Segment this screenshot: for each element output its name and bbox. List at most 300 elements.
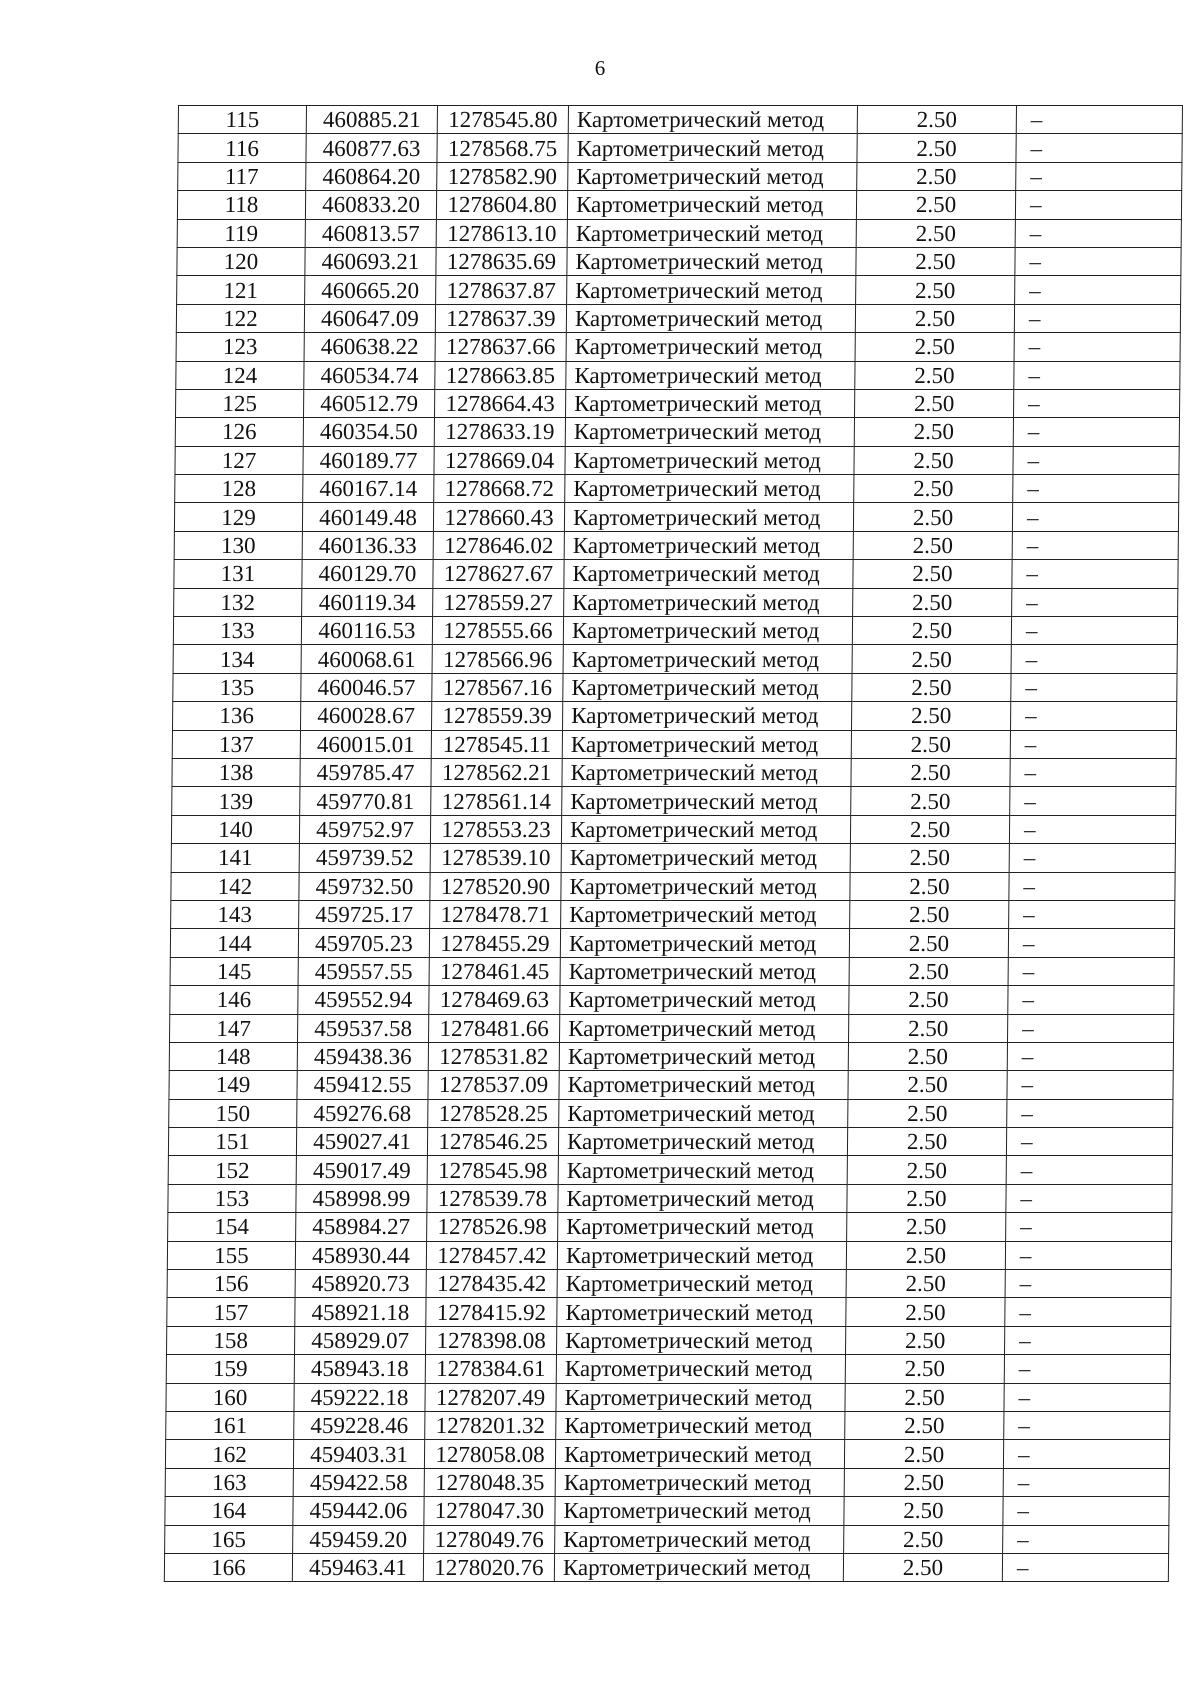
- x-coordinate-cell: 459438.36: [297, 1042, 428, 1070]
- method-cell: Картометрический метод: [561, 900, 850, 928]
- x-coordinate-cell: 460864.20: [306, 162, 437, 190]
- method-cell: Картометрический метод: [559, 1071, 848, 1099]
- accuracy-cell: 2.50: [845, 1355, 1004, 1383]
- description-cell: –: [1009, 900, 1175, 928]
- point-number-cell: 136: [172, 702, 300, 730]
- accuracy-cell: 2.50: [856, 247, 1015, 275]
- x-coordinate-cell: 460028.67: [300, 702, 431, 730]
- y-coordinate-cell: 1278561.14: [431, 787, 562, 815]
- method-cell: Картометрический метод: [560, 986, 849, 1014]
- table-row: [166, 1355, 1170, 1383]
- table-row: [176, 361, 1180, 389]
- description-cell: –: [1003, 1497, 1169, 1525]
- point-number-cell: 146: [170, 986, 298, 1014]
- table-row: [175, 389, 1179, 417]
- point-number-cell: 160: [166, 1383, 294, 1411]
- description-cell: –: [1015, 276, 1181, 304]
- description-cell: –: [1008, 1014, 1174, 1042]
- point-number-cell: 147: [170, 1014, 298, 1042]
- y-coordinate-cell: 1278633.19: [434, 418, 565, 446]
- y-coordinate-cell: 1278415.92: [426, 1298, 557, 1326]
- method-cell: Картометрический метод: [568, 162, 857, 190]
- table-row: [173, 673, 1177, 701]
- table-row: [167, 1241, 1171, 1269]
- description-cell: –: [1006, 1213, 1172, 1241]
- method-cell: Картометрический метод: [557, 1326, 846, 1354]
- accuracy-cell: 2.50: [846, 1298, 1005, 1326]
- method-cell: Картометрический метод: [557, 1298, 846, 1326]
- accuracy-cell: 2.50: [846, 1326, 1005, 1354]
- x-coordinate-cell: 460833.20: [305, 191, 436, 219]
- method-cell: Картометрический метод: [560, 929, 849, 957]
- table-row: [174, 560, 1178, 588]
- method-cell: Картометрический метод: [566, 304, 855, 332]
- y-coordinate-cell: 1278604.80: [436, 191, 567, 219]
- x-coordinate-cell: 459770.81: [300, 787, 431, 815]
- x-coordinate-cell: 458984.27: [296, 1213, 427, 1241]
- point-number-cell: 120: [177, 247, 305, 275]
- point-number-cell: 140: [171, 815, 299, 843]
- table-row: [165, 1525, 1169, 1553]
- y-coordinate-cell: 1278627.67: [433, 560, 564, 588]
- x-coordinate-cell: 459017.49: [296, 1156, 427, 1184]
- point-number-cell: 124: [176, 361, 304, 389]
- description-cell: –: [1011, 617, 1177, 645]
- point-number-cell: 121: [177, 276, 305, 304]
- method-cell: Картометрический метод: [557, 1241, 846, 1269]
- table-row: [171, 872, 1175, 900]
- point-number-cell: 119: [177, 219, 305, 247]
- accuracy-cell: 2.50: [855, 361, 1014, 389]
- accuracy-cell: 2.50: [849, 957, 1008, 985]
- description-cell: –: [1003, 1440, 1169, 1468]
- y-coordinate-cell: 1278058.08: [424, 1440, 555, 1468]
- description-cell: –: [1015, 219, 1181, 247]
- point-number-cell: 118: [177, 191, 305, 219]
- point-number-cell: 159: [166, 1355, 294, 1383]
- x-coordinate-cell: 460813.57: [305, 219, 436, 247]
- accuracy-cell: 2.50: [856, 276, 1015, 304]
- accuracy-cell: 2.50: [847, 1156, 1006, 1184]
- description-cell: –: [1007, 1071, 1173, 1099]
- accuracy-cell: 2.50: [845, 1411, 1004, 1439]
- accuracy-cell: 2.50: [844, 1440, 1003, 1468]
- description-cell: –: [1003, 1525, 1169, 1553]
- accuracy-cell: 2.50: [851, 702, 1010, 730]
- method-cell: Картометрический метод: [564, 531, 853, 559]
- accuracy-cell: 2.50: [851, 758, 1010, 786]
- method-cell: Картометрический метод: [557, 1270, 846, 1298]
- method-cell: Картометрический метод: [558, 1184, 847, 1212]
- x-coordinate-cell: 460149.48: [302, 503, 433, 531]
- y-coordinate-cell: 1278478.71: [430, 900, 561, 928]
- accuracy-cell: 2.50: [848, 1042, 1007, 1070]
- description-cell: –: [1013, 475, 1179, 503]
- y-coordinate-cell: 1278546.25: [427, 1128, 558, 1156]
- y-coordinate-cell: 1278545.80: [437, 106, 568, 134]
- table-row: [166, 1411, 1170, 1439]
- x-coordinate-cell: 459412.55: [297, 1071, 428, 1099]
- method-cell: Картометрический метод: [562, 758, 851, 786]
- method-cell: Картометрический метод: [563, 645, 852, 673]
- accuracy-cell: 2.50: [849, 1014, 1008, 1042]
- accuracy-cell: 2.50: [846, 1241, 1005, 1269]
- point-number-cell: 166: [164, 1553, 292, 1581]
- table-row: [172, 702, 1176, 730]
- method-cell: Картометрический метод: [566, 361, 855, 389]
- x-coordinate-cell: 460116.53: [301, 617, 432, 645]
- description-cell: –: [1011, 645, 1177, 673]
- x-coordinate-cell: 459027.41: [296, 1128, 427, 1156]
- table-row: [171, 844, 1175, 872]
- description-cell: –: [1008, 929, 1174, 957]
- accuracy-cell: 2.50: [854, 418, 1013, 446]
- accuracy-cell: 2.50: [853, 560, 1012, 588]
- x-coordinate-cell: 459537.58: [298, 1014, 429, 1042]
- description-cell: –: [1005, 1270, 1171, 1298]
- point-number-cell: 145: [170, 957, 298, 985]
- point-number-cell: 143: [171, 900, 299, 928]
- point-number-cell: 154: [168, 1213, 296, 1241]
- point-number-cell: 130: [174, 531, 302, 559]
- x-coordinate-cell: 458920.73: [295, 1270, 426, 1298]
- table-row: [177, 191, 1181, 219]
- description-cell: –: [1010, 787, 1176, 815]
- table-row: [170, 929, 1174, 957]
- y-coordinate-cell: 1278398.08: [426, 1326, 557, 1354]
- point-number-cell: 132: [174, 588, 302, 616]
- point-number-cell: 165: [165, 1525, 293, 1553]
- accuracy-cell: 2.50: [857, 106, 1016, 134]
- y-coordinate-cell: 1278435.42: [426, 1270, 557, 1298]
- description-cell: –: [1007, 1042, 1173, 1070]
- coordinates-table: [164, 105, 1183, 1582]
- x-coordinate-cell: 460015.01: [300, 730, 431, 758]
- table-row: [170, 1014, 1174, 1042]
- table-row: [170, 957, 1174, 985]
- y-coordinate-cell: 1278553.23: [430, 815, 561, 843]
- point-number-cell: 117: [178, 162, 306, 190]
- table-row: [167, 1270, 1171, 1298]
- method-cell: Картометрический метод: [561, 815, 850, 843]
- y-coordinate-cell: 1278668.72: [434, 475, 565, 503]
- table-row: [168, 1213, 1172, 1241]
- table-row: [178, 106, 1182, 134]
- accuracy-cell: 2.50: [856, 191, 1015, 219]
- y-coordinate-cell: 1278545.98: [427, 1156, 558, 1184]
- description-cell: –: [1005, 1241, 1171, 1269]
- x-coordinate-cell: 459442.06: [293, 1497, 424, 1525]
- point-number-cell: 131: [174, 560, 302, 588]
- point-number-cell: 137: [172, 730, 300, 758]
- x-coordinate-cell: 458929.07: [295, 1326, 426, 1354]
- y-coordinate-cell: 1278582.90: [437, 162, 568, 190]
- method-cell: Картометрический метод: [567, 276, 856, 304]
- y-coordinate-cell: 1278207.49: [425, 1383, 556, 1411]
- accuracy-cell: 2.50: [849, 929, 1008, 957]
- description-cell: –: [1005, 1298, 1171, 1326]
- method-cell: Картометрический метод: [564, 503, 853, 531]
- x-coordinate-cell: 459463.41: [292, 1553, 423, 1581]
- point-number-cell: 133: [173, 617, 301, 645]
- table-row: [164, 1553, 1168, 1581]
- x-coordinate-cell: 460046.57: [301, 673, 432, 701]
- method-cell: Картометрический метод: [564, 560, 853, 588]
- accuracy-cell: 2.50: [847, 1128, 1006, 1156]
- y-coordinate-cell: 1278637.66: [435, 333, 566, 361]
- accuracy-cell: 2.50: [857, 162, 1016, 190]
- y-coordinate-cell: 1278049.76: [424, 1525, 555, 1553]
- method-cell: Картометрический метод: [560, 957, 849, 985]
- description-cell: –: [1008, 986, 1174, 1014]
- x-coordinate-cell: 460354.50: [303, 418, 434, 446]
- point-number-cell: 149: [169, 1071, 297, 1099]
- y-coordinate-cell: 1278531.82: [428, 1042, 559, 1070]
- x-coordinate-cell: 460665.20: [305, 276, 436, 304]
- x-coordinate-cell: 460068.61: [301, 645, 432, 673]
- accuracy-cell: 2.50: [855, 333, 1014, 361]
- x-coordinate-cell: 459739.52: [299, 844, 430, 872]
- method-cell: Картометрический метод: [562, 730, 851, 758]
- point-number-cell: 116: [178, 134, 306, 162]
- description-cell: –: [1010, 758, 1176, 786]
- accuracy-cell: 2.50: [850, 900, 1009, 928]
- y-coordinate-cell: 1278660.43: [433, 503, 564, 531]
- method-cell: Картометрический метод: [555, 1468, 844, 1496]
- x-coordinate-cell: 459552.94: [298, 986, 429, 1014]
- method-cell: Картометрический метод: [556, 1355, 845, 1383]
- accuracy-cell: 2.50: [847, 1184, 1006, 1212]
- method-cell: Картометрический метод: [568, 106, 857, 134]
- accuracy-cell: 2.50: [844, 1525, 1003, 1553]
- table-row: [171, 815, 1175, 843]
- y-coordinate-cell: 1278613.10: [436, 219, 567, 247]
- method-cell: Картометрический метод: [561, 844, 850, 872]
- description-cell: –: [1012, 560, 1178, 588]
- accuracy-cell: 2.50: [843, 1553, 1002, 1581]
- table-row: [175, 446, 1179, 474]
- y-coordinate-cell: 1278455.29: [429, 929, 560, 957]
- y-coordinate-cell: 1278457.42: [426, 1241, 557, 1269]
- accuracy-cell: 2.50: [856, 219, 1015, 247]
- description-cell: –: [1010, 730, 1176, 758]
- y-coordinate-cell: 1278646.02: [433, 531, 564, 559]
- y-coordinate-cell: 1278545.11: [431, 730, 562, 758]
- accuracy-cell: 2.50: [852, 673, 1011, 701]
- method-cell: Картометрический метод: [563, 673, 852, 701]
- accuracy-cell: 2.50: [852, 617, 1011, 645]
- point-number-cell: 150: [169, 1099, 297, 1127]
- table-row: [172, 730, 1176, 758]
- point-number-cell: 157: [167, 1298, 295, 1326]
- table-row: [171, 900, 1175, 928]
- x-coordinate-cell: 460167.14: [303, 475, 434, 503]
- x-coordinate-cell: 459276.68: [297, 1099, 428, 1127]
- x-coordinate-cell: 460534.74: [304, 361, 435, 389]
- method-cell: Картометрический метод: [560, 1014, 849, 1042]
- method-cell: Картометрический метод: [555, 1497, 844, 1525]
- description-cell: –: [1012, 531, 1178, 559]
- table-row: [177, 276, 1181, 304]
- y-coordinate-cell: 1278664.43: [434, 389, 565, 417]
- y-coordinate-cell: 1278559.27: [433, 588, 564, 616]
- x-coordinate-cell: 458930.44: [295, 1241, 426, 1269]
- description-cell: –: [1014, 361, 1180, 389]
- y-coordinate-cell: 1278201.32: [425, 1411, 556, 1439]
- x-coordinate-cell: 459752.97: [299, 815, 430, 843]
- y-coordinate-cell: 1278048.35: [424, 1468, 555, 1496]
- table-row: [174, 531, 1178, 559]
- method-cell: Картометрический метод: [562, 787, 851, 815]
- description-cell: –: [1005, 1326, 1171, 1354]
- accuracy-cell: 2.50: [853, 503, 1012, 531]
- accuracy-cell: 2.50: [848, 1099, 1007, 1127]
- accuracy-cell: 2.50: [851, 787, 1010, 815]
- x-coordinate-cell: 460136.33: [302, 531, 433, 559]
- method-cell: Картометрический метод: [562, 702, 851, 730]
- method-cell: Картометрический метод: [558, 1213, 847, 1241]
- table-row: [174, 503, 1178, 531]
- y-coordinate-cell: 1278537.09: [428, 1071, 559, 1099]
- y-coordinate-cell: 1278555.66: [432, 617, 563, 645]
- accuracy-cell: 2.50: [848, 1071, 1007, 1099]
- x-coordinate-cell: 460512.79: [303, 389, 434, 417]
- x-coordinate-cell: 459705.23: [298, 929, 429, 957]
- point-number-cell: 156: [167, 1270, 295, 1298]
- x-coordinate-cell: 459557.55: [298, 957, 429, 985]
- description-cell: –: [1012, 588, 1178, 616]
- method-cell: Картометрический метод: [567, 219, 856, 247]
- description-cell: –: [1013, 446, 1179, 474]
- method-cell: Картометрический метод: [565, 475, 854, 503]
- point-number-cell: 152: [168, 1156, 296, 1184]
- accuracy-cell: 2.50: [853, 588, 1012, 616]
- description-cell: –: [1010, 702, 1176, 730]
- y-coordinate-cell: 1278539.78: [427, 1184, 558, 1212]
- y-coordinate-cell: 1278481.66: [429, 1014, 560, 1042]
- description-cell: –: [1008, 957, 1174, 985]
- method-cell: Картометрический метод: [559, 1099, 848, 1127]
- table-row: [178, 134, 1182, 162]
- accuracy-cell: 2.50: [850, 815, 1009, 843]
- point-number-cell: 164: [165, 1497, 293, 1525]
- description-cell: –: [1016, 134, 1182, 162]
- point-number-cell: 127: [175, 446, 303, 474]
- accuracy-cell: 2.50: [853, 531, 1012, 559]
- table-row: [168, 1128, 1172, 1156]
- table-row: [166, 1383, 1170, 1411]
- x-coordinate-cell: 458943.18: [294, 1355, 425, 1383]
- method-cell: Картометрический метод: [558, 1128, 847, 1156]
- method-cell: Картометрический метод: [561, 872, 850, 900]
- method-cell: Картометрический метод: [567, 191, 856, 219]
- table-row: [174, 588, 1178, 616]
- table-row: [175, 418, 1179, 446]
- x-coordinate-cell: 459228.46: [294, 1411, 425, 1439]
- description-cell: –: [1014, 333, 1180, 361]
- accuracy-cell: 2.50: [857, 134, 1016, 162]
- table-row: [165, 1440, 1169, 1468]
- table-row: [173, 645, 1177, 673]
- y-coordinate-cell: 1278528.25: [428, 1099, 559, 1127]
- y-coordinate-cell: 1278562.21: [431, 758, 562, 786]
- accuracy-cell: 2.50: [854, 475, 1013, 503]
- y-coordinate-cell: 1278663.85: [435, 361, 566, 389]
- description-cell: –: [1003, 1468, 1169, 1496]
- accuracy-cell: 2.50: [851, 730, 1010, 758]
- point-number-cell: 126: [175, 418, 303, 446]
- table-row: [168, 1184, 1172, 1212]
- description-cell: –: [1016, 106, 1182, 134]
- x-coordinate-cell: 460885.21: [306, 106, 437, 134]
- x-coordinate-cell: 459732.50: [299, 872, 430, 900]
- accuracy-cell: 2.50: [850, 872, 1009, 900]
- table-row: [169, 1099, 1173, 1127]
- point-number-cell: 142: [171, 872, 299, 900]
- accuracy-cell: 2.50: [844, 1497, 1003, 1525]
- table-row: [165, 1497, 1169, 1525]
- accuracy-cell: 2.50: [849, 986, 1008, 1014]
- accuracy-cell: 2.50: [852, 645, 1011, 673]
- table-row: [176, 333, 1180, 361]
- y-coordinate-cell: 1278469.63: [429, 986, 560, 1014]
- x-coordinate-cell: 460877.63: [306, 134, 437, 162]
- accuracy-cell: 2.50: [846, 1270, 1005, 1298]
- page-number: 6: [594, 56, 606, 80]
- x-coordinate-cell: 459725.17: [299, 900, 430, 928]
- y-coordinate-cell: 1278568.75: [437, 134, 568, 162]
- y-coordinate-cell: 1278539.10: [430, 844, 561, 872]
- method-cell: Картометрический метод: [556, 1383, 845, 1411]
- x-coordinate-cell: 459222.18: [294, 1383, 425, 1411]
- x-coordinate-cell: 460119.34: [302, 588, 433, 616]
- point-number-cell: 163: [165, 1468, 293, 1496]
- description-cell: –: [1013, 418, 1179, 446]
- coordinates-table-body: [164, 106, 1182, 1582]
- y-coordinate-cell: 1278635.69: [436, 247, 567, 275]
- accuracy-cell: 2.50: [844, 1468, 1003, 1496]
- method-cell: Картометрический метод: [565, 389, 854, 417]
- table-row: [172, 787, 1176, 815]
- point-number-cell: 125: [175, 389, 303, 417]
- y-coordinate-cell: 1278461.45: [429, 957, 560, 985]
- table-row: [172, 758, 1176, 786]
- point-number-cell: 128: [175, 475, 303, 503]
- point-number-cell: 153: [168, 1184, 296, 1212]
- point-number-cell: 122: [176, 304, 304, 332]
- point-number-cell: 135: [173, 673, 301, 701]
- x-coordinate-cell: 460693.21: [305, 247, 436, 275]
- point-number-cell: 123: [176, 333, 304, 361]
- description-cell: –: [1009, 844, 1175, 872]
- y-coordinate-cell: 1278566.96: [432, 645, 563, 673]
- point-number-cell: 148: [169, 1042, 297, 1070]
- table-row: [169, 1042, 1173, 1070]
- description-cell: –: [1002, 1553, 1168, 1581]
- description-cell: –: [1006, 1184, 1172, 1212]
- method-cell: Картометрический метод: [565, 446, 854, 474]
- accuracy-cell: 2.50: [854, 446, 1013, 474]
- point-number-cell: 155: [167, 1241, 295, 1269]
- x-coordinate-cell: 460129.70: [302, 560, 433, 588]
- x-coordinate-cell: 459422.58: [293, 1468, 424, 1496]
- description-cell: –: [1009, 872, 1175, 900]
- y-coordinate-cell: 1278567.16: [432, 673, 563, 701]
- x-coordinate-cell: 460189.77: [303, 446, 434, 474]
- description-cell: –: [1009, 815, 1175, 843]
- point-number-cell: 138: [172, 758, 300, 786]
- accuracy-cell: 2.50: [855, 304, 1014, 332]
